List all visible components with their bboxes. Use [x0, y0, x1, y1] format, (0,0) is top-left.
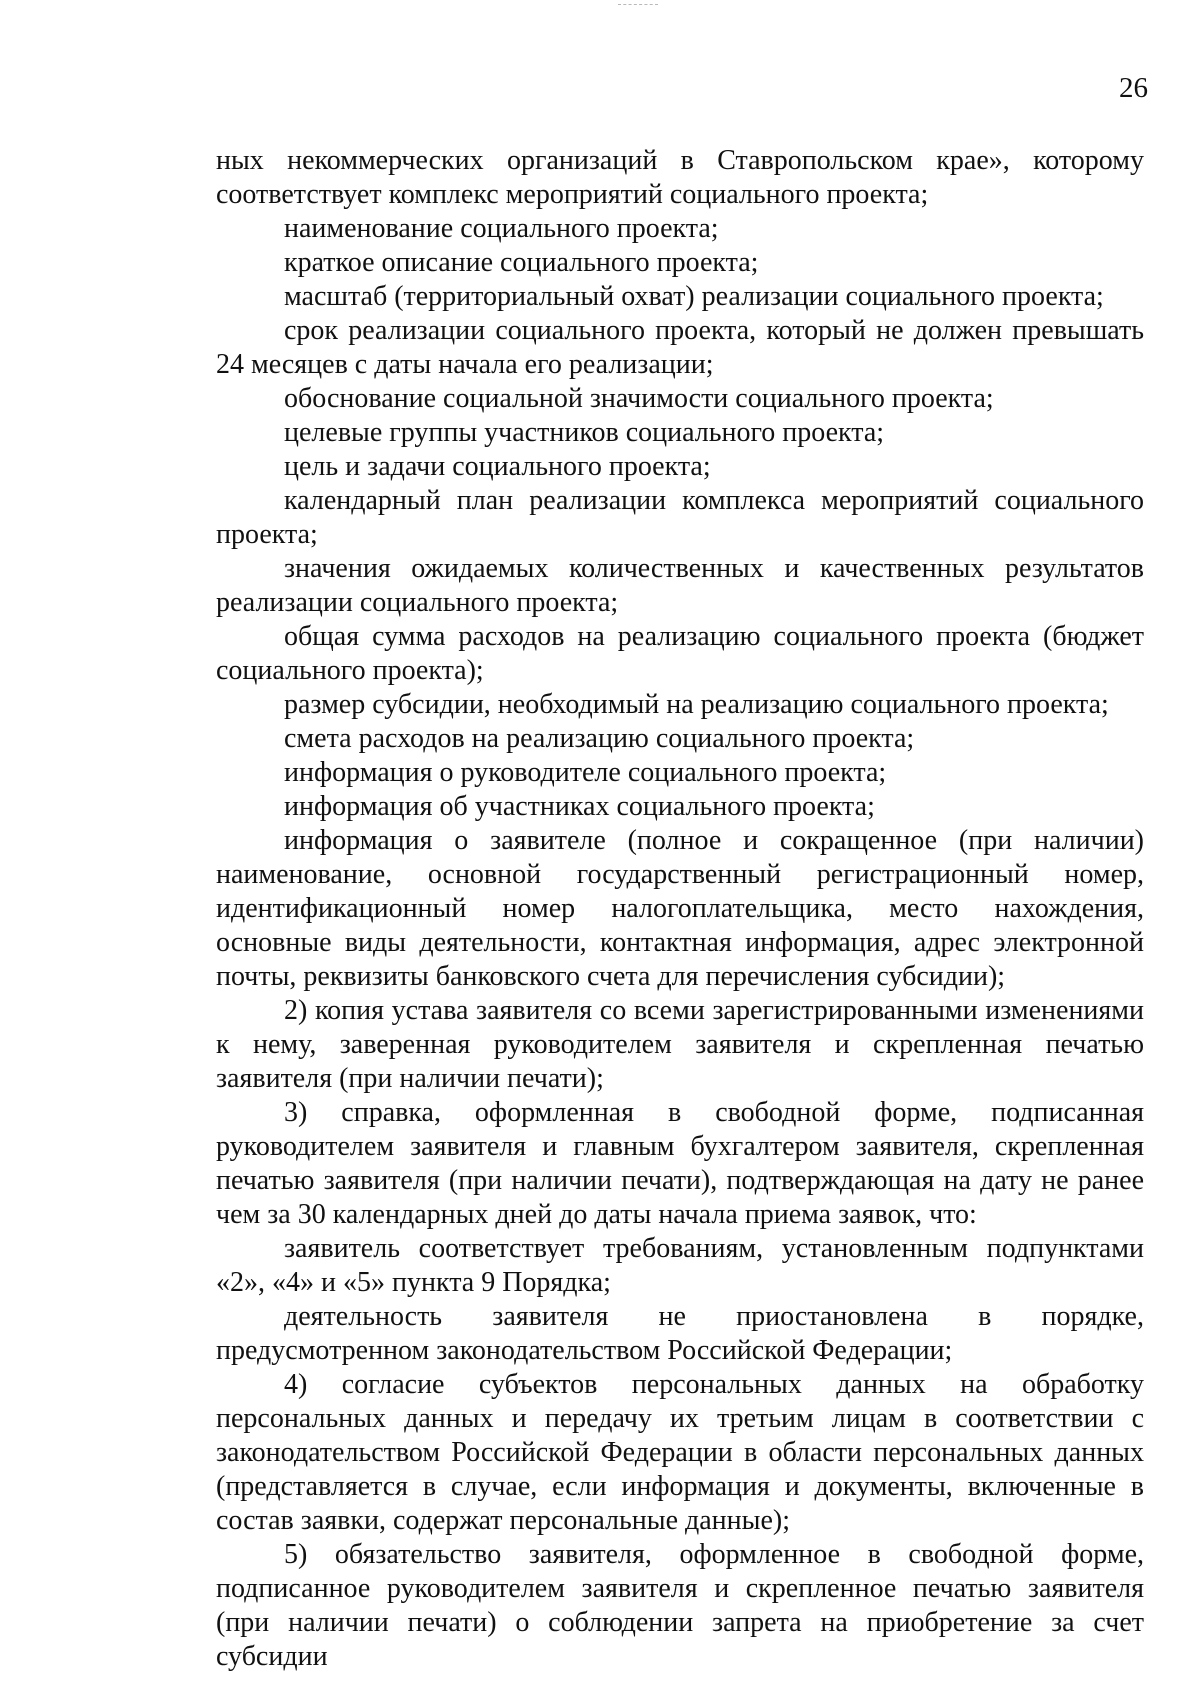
paragraph: 3) справка, оформленная в свободной форме, подписанная руководителем заявителя и главным бухгалтером заявителя, скрепленная печатью заявителя (при наличии печати), подтверждающая на дату не ранее чем за 30 календарных дней до даты начала приема заявок, что: [216, 1097, 1144, 1230]
paragraph: 4) согласие субъектов персональных данных на обработку персональных данных и передачу их третьим лицам в соответствии с законодательством Российской Федерации в области персональных данных (представляется в случае, если информация и документы, включенные в состав заявки, содержат персональные данные); [216, 1369, 1144, 1536]
paragraph: срок реализации социального проекта, который не должен превышать 24 месяцев с даты начала его реализации; [216, 315, 1144, 380]
paragraph: цель и задачи социального проекта; [284, 451, 711, 482]
paragraph: общая сумма расходов на реализацию социального проекта (бюджет социального проекта); [216, 621, 1144, 686]
scan-artifact [618, 4, 658, 8]
paragraph: размер субсидии, необходимый на реализацию социального проекта; [284, 689, 1109, 720]
paragraph: деятельность заявителя не приостановлена в порядке, предусмотренном законодательством Российской Федерации; [216, 1301, 1144, 1366]
paragraph: календарный план реализации комплекса мероприятий социального проекта; [216, 485, 1144, 550]
paragraph: информация о руководителе социального проекта; [284, 757, 887, 788]
paragraph: масштаб (территориальный охват) реализации социального проекта; [284, 281, 1104, 312]
paragraph: целевые группы участников социального проекта; [284, 417, 885, 448]
paragraph: значения ожидаемых количественных и качественных результатов реализации социального проекта; [216, 553, 1144, 618]
document-body [216, 144, 1144, 1674]
paragraph: краткое описание социального проекта; [284, 247, 759, 278]
paragraph: ных некоммерческих организаций в Ставропольском крае», которому соответствует комплекс мероприятий социального проекта; [216, 145, 1144, 210]
paragraph: 5) обязательство заявителя, оформленное в свободной форме, подписанное руководителем заявителя и скрепленное печатью заявителя (при наличии печати) о соблюдении запрета на приобретение за счет субсидии [216, 1539, 1144, 1672]
paragraph: информация об участниках социального проекта; [284, 791, 875, 822]
paragraph: обоснование социальной значимости социального проекта; [284, 383, 994, 414]
paragraph: 2) копия устава заявителя со всеми зарегистрированными изменениями к нему, заверенная руководителем заявителя и скрепленная печатью заявителя (при наличии печати); [216, 995, 1144, 1094]
paragraph: информация о заявителе (полное и сокращенное (при наличии) наименование, основной государственный регистрационный номер, идентификационный номер налогоплательщика, место нахождения, основные виды деятельности, контактная информация, адрес электронной почты, реквизиты банковского счета для перечисления субсидии); [216, 825, 1144, 992]
paragraph: смета расходов на реализацию социального проекта; [284, 723, 915, 754]
paragraph: заявитель соответствует требованиям, установленным подпунктами «2», «4» и «5» пункта 9 Порядка; [216, 1233, 1144, 1298]
page-number: 26 [1119, 72, 1148, 104]
paragraph: наименование социального проекта; [284, 213, 719, 244]
